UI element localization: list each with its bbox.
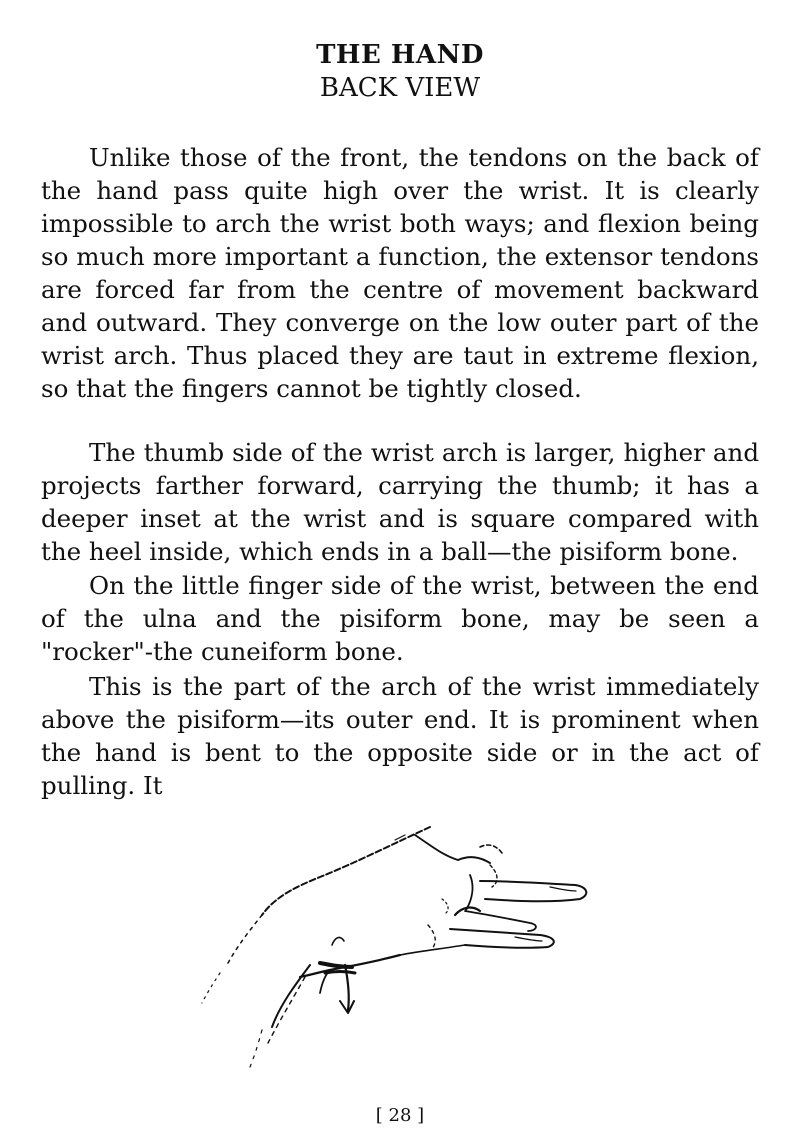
paragraph: The thumb side of the wrist arch is larger, higher and projects farther forward, carrying the thumb; it has a deeper inset at the wrist and is square compared with the heel inside, which ends in a ball—the pisiform bone. [41, 438, 759, 566]
paragraph: On the little finger side of the wrist, between the end of the ulna and the pisiform bone, may be seen a "rocker"-the cuneiform bone. [41, 571, 759, 666]
body-text-block [41, 141, 759, 405]
body-text-block [41, 569, 759, 668]
page-subtitle: BACK VIEW [319, 73, 481, 103]
page-title: THE HAND [316, 40, 484, 70]
paragraph: Unlike those of the front, the tendons on the back of the hand pass quite high over the wrist. It is clearly impossible to arch the wrist both ways; and flexion being so much more important a function, the extensor tendons are forced far from the centre of movement backward and outward. They converge on the low outer part of the wrist arch. Thus placed they are taut in extreme flexion, so that the fingers cannot be tightly closed. [41, 143, 759, 403]
body-text-block [41, 436, 759, 568]
page-number: [ 28 ] [375, 1105, 425, 1126]
body-text-block [41, 670, 759, 802]
paragraph: This is the part of the arch of the wrist immediately above the pisiform—its outer end. It is prominent when the hand is bent to the opposite side or in the act of pulling. It [41, 672, 759, 800]
hand-sketch-illustration [180, 815, 620, 1075]
